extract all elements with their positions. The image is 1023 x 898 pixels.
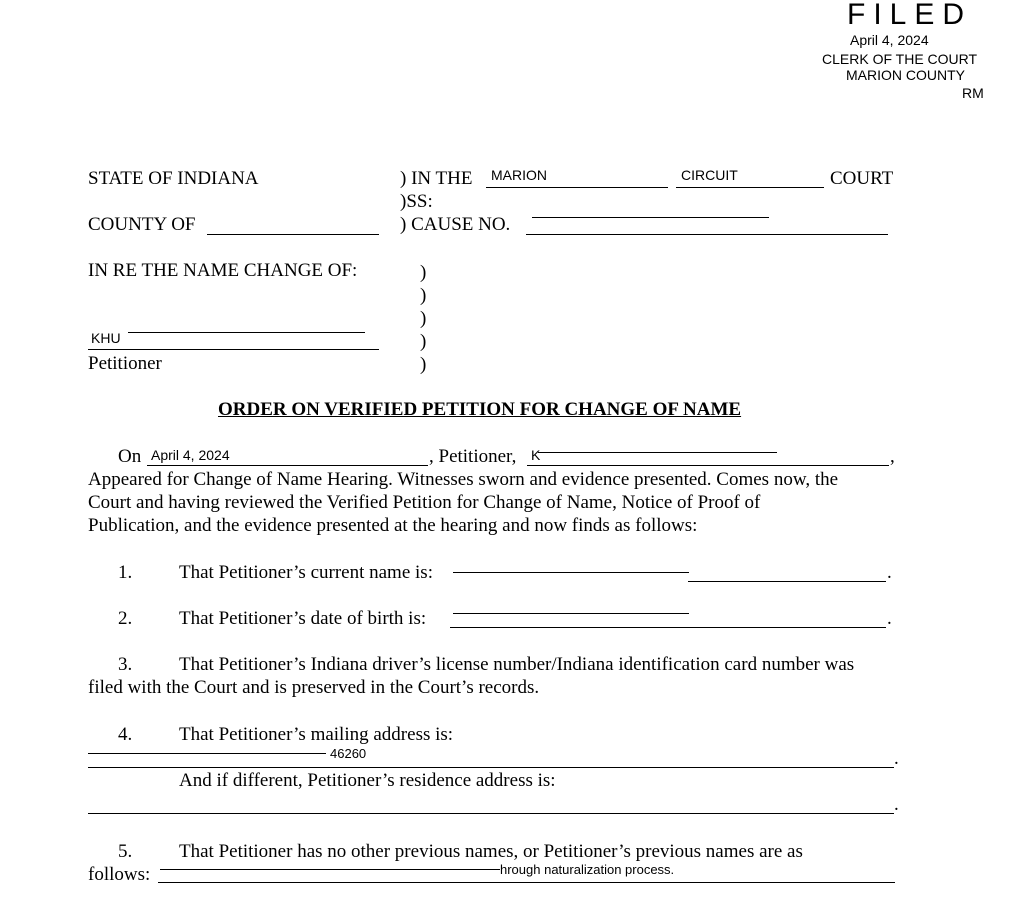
court-type-line: [676, 187, 824, 188]
finding-3-line-1: That Petitioner’s Indiana driver’s license number/Indiana identification card number was: [179, 654, 855, 675]
mailing-inner-line: [88, 753, 326, 754]
current-name-line[interactable]: [688, 581, 886, 582]
current-name-inner-line: [453, 572, 689, 573]
petitioner-inline-inner-line: [538, 452, 777, 453]
filed-stamp-date: April 4, 2024: [850, 32, 929, 48]
finding-3-number: 3.: [118, 654, 133, 675]
follows-label: follows:: [88, 864, 151, 885]
finding-1-number: 1.: [118, 562, 133, 583]
petitioner-name-line: [88, 349, 379, 350]
intro-line-3: Publication, and the evidence presented at the hearing and now finds as follows:: [88, 515, 698, 536]
finding-2-period: .: [887, 608, 892, 629]
paren-3: ): [420, 308, 427, 329]
cause-no-label: ) CAUSE NO.: [400, 214, 511, 235]
paren-4: ): [420, 331, 427, 352]
filed-stamp-word: FILED: [847, 0, 973, 31]
order-title: ORDER ON VERIFIED PETITION FOR CHANGE OF NAME: [218, 399, 742, 420]
dob-inner-line: [453, 613, 689, 614]
in-the-label: ) IN THE: [400, 168, 473, 189]
mailing-zip-value[interactable]: 46260: [330, 746, 367, 761]
finding-5-number: 5.: [118, 841, 133, 862]
finding-5-line-1: That Petitioner has no other previous names, or Petitioner’s previous names are as: [179, 841, 803, 862]
finding-1-text: That Petitioner’s current name is:: [179, 562, 433, 583]
petitioner-name-inner-line: [128, 332, 365, 333]
filed-stamp-initials: RM: [962, 85, 984, 101]
hearing-date-value[interactable]: April 4, 2024: [151, 447, 230, 463]
previous-names-inner-line: [160, 869, 500, 870]
paren-1: ): [420, 262, 427, 283]
finding-2-text: That Petitioner’s date of birth is:: [179, 608, 427, 629]
dob-line[interactable]: [450, 627, 886, 628]
residence-text: And if different, Petitioner’s residence address is:: [179, 770, 556, 791]
county-of-label: COUNTY OF: [88, 214, 196, 235]
petitioner-name-value[interactable]: KHU: [91, 330, 121, 346]
petitioner-inline-value[interactable]: K: [531, 447, 541, 463]
finding-4-text: That Petitioner’s mailing address is:: [179, 724, 454, 745]
finding-3-line-2: filed with the Court and is preserved in the Court’s records.: [88, 677, 540, 698]
finding-4-number: 4.: [118, 724, 133, 745]
finding-1-period: .: [887, 562, 892, 583]
county-of-line[interactable]: [207, 234, 379, 235]
previous-names-line[interactable]: [158, 882, 895, 883]
mailing-address-line[interactable]: [88, 767, 894, 768]
cause-no-line[interactable]: [526, 234, 888, 235]
intro-line-2: Court and having reviewed the Verified Petition for Change of Name, Notice of Proof of: [88, 492, 761, 513]
filed-stamp-clerk: CLERK OF THE COURT: [822, 51, 978, 67]
petitioner-label: Petitioner: [88, 353, 162, 374]
petitioner-inline-line: [527, 465, 889, 466]
filed-stamp-county: MARION COUNTY: [846, 67, 965, 83]
residence-address-line[interactable]: [88, 813, 894, 814]
court-county-value[interactable]: MARION: [491, 167, 547, 183]
in-re-label: IN RE THE NAME CHANGE OF:: [88, 260, 358, 281]
paren-2: ): [420, 285, 427, 306]
court-type-value[interactable]: CIRCUIT: [681, 167, 738, 183]
intro-line-1: Appeared for Change of Name Hearing. Witnesses sworn and evidence presented. Comes now, the: [88, 469, 839, 490]
mailing-period: .: [894, 748, 899, 769]
court-county-line: [486, 187, 668, 188]
residence-period: .: [894, 794, 899, 815]
hearing-date-line: [147, 465, 428, 466]
paren-5: ): [420, 354, 427, 375]
finding-2-number: 2.: [118, 608, 133, 629]
court-label: COURT: [830, 168, 894, 189]
petitioner-inline-label: , Petitioner,: [429, 446, 517, 467]
on-label: On: [118, 446, 142, 467]
state-label: STATE OF INDIANA: [88, 168, 259, 189]
cause-no-inner-line: [532, 217, 769, 218]
petitioner-inline-comma: ,: [890, 446, 895, 467]
previous-names-value[interactable]: hrough naturalization process.: [500, 862, 675, 877]
ss-label: )SS:: [400, 191, 433, 212]
